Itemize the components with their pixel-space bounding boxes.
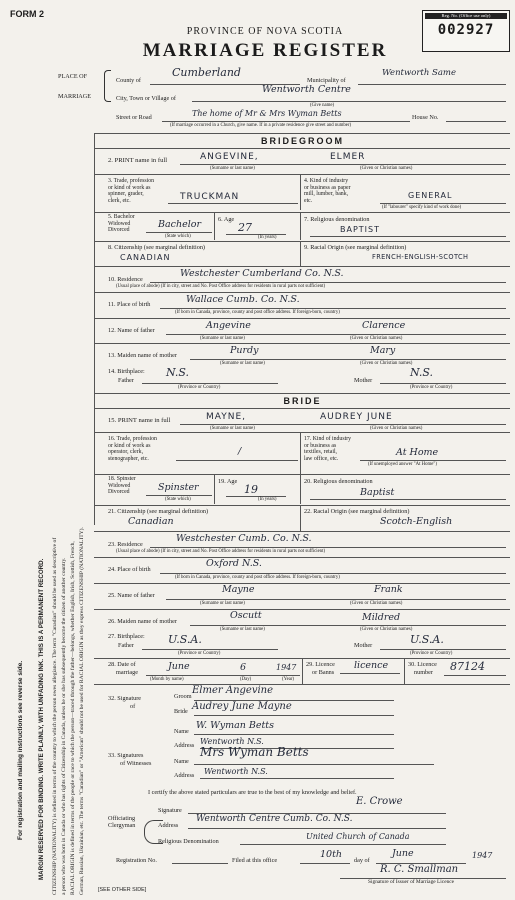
groom-bp-note-1: (Province or Country) xyxy=(178,385,221,390)
groom-status: Bachelor xyxy=(158,219,202,230)
bride-given-note: (Given or Christian names) xyxy=(370,426,423,431)
city-value: Wentworth Centre xyxy=(262,84,351,95)
sig-label: 32. Signature xyxy=(108,695,141,702)
mailing-notice: For registration and mailing instructions see reverse side. xyxy=(17,660,24,840)
bride-heading: BRIDE xyxy=(283,396,322,406)
bride-birthplace: Oxford N.S. xyxy=(206,558,262,569)
bride-citizenship-label: 21. Citizenship (see marginal definition) xyxy=(108,508,209,515)
bride-religion: Baptist xyxy=(360,487,395,498)
street-value: The home of Mr & Mrs Wyman Betts xyxy=(192,109,342,118)
bride-industry: At Home xyxy=(396,447,439,458)
wit2-name-label: Name xyxy=(174,758,189,765)
witness2-name: Mrs Wyman Betts xyxy=(200,745,309,759)
denomination-value: United Church of Canada xyxy=(306,832,410,841)
groom-given-note: (Given or Christian names) xyxy=(360,166,413,171)
bride-father-bp: U.S.A. xyxy=(168,633,202,646)
bride-birthplace-note: (If born in Canada, province, county and post office address. If foreign-born, country) xyxy=(175,575,340,580)
groom-father-given: Clarence xyxy=(362,320,406,331)
bride-residence: Westchester Cumb. Co. N.S. xyxy=(176,533,312,544)
street-label: Street or Road xyxy=(116,114,152,121)
reg-number-box xyxy=(422,10,510,52)
groom-age: 27 xyxy=(238,221,252,234)
groom-bp-mother-label: Mother xyxy=(354,377,373,384)
bride-trade-label: 16. Trade, profession or kind of work as operator, clerk, stenographer, etc. xyxy=(108,436,157,462)
bride-mother-given: Mildred xyxy=(362,612,401,623)
filed-label: Filed at this office xyxy=(232,857,278,864)
groom-age-note: (In years) xyxy=(258,235,277,240)
bride-age-note: (In years) xyxy=(258,497,277,502)
groom-father-surname: Angevine xyxy=(206,320,251,331)
municipality-value: Wentworth Same xyxy=(382,68,456,78)
bridegroom-heading: BRIDEGROOM xyxy=(261,136,344,146)
groom-citizenship: CANADIAN xyxy=(120,253,171,262)
bride-mother-g-note: (Given or Christian names) xyxy=(360,627,413,632)
bride-mother-bp: U.S.A. xyxy=(410,633,444,646)
groom-trade-label: 3. Trade, profession or kind of work as spinner, grader, clerk, etc. xyxy=(108,178,155,204)
reg-number: 002927 xyxy=(437,22,495,38)
citizenship-definition-1: CITIZENSHIP (NATIONALITY) is defined in terms of the country to which the person owes allegiance. The term "Canadian" should be used as descriptive of xyxy=(52,537,58,895)
bride-industry-label: 17. Kind of industry or business as textiles, retail, law office, etc. xyxy=(304,436,352,462)
bride-signature: Audrey June Mayne xyxy=(192,701,292,712)
bride-trade: / xyxy=(238,446,242,457)
bride-citizenship: Canadian xyxy=(128,516,174,527)
groom-birthplace: Wallace Cumb. Co. N.S. xyxy=(186,294,300,305)
bride-father-label: 25. Name of father xyxy=(108,592,155,599)
issuer-note: Signature of Issuer of Marriage Licence xyxy=(368,879,455,885)
reg-number-label: Reg. No. (Office use only) xyxy=(425,13,507,19)
groom-mother-bp: N.S. xyxy=(410,366,434,379)
see-other-side: [SEE OTHER SIDE] xyxy=(98,887,147,893)
bride-given: AUDREY JUNE xyxy=(320,412,393,422)
groom-religion: BAPTIST xyxy=(340,225,380,234)
groom-mother-label: 13. Maiden name of mother xyxy=(108,352,177,359)
city-label: City, Town or Village of xyxy=(116,95,176,102)
groom-residence: Westchester Cumberland Co. N.S. xyxy=(180,268,344,279)
bride-father-surname: Mayne xyxy=(222,584,255,595)
house-label: House No. xyxy=(412,114,439,121)
county-label: County of xyxy=(116,77,141,84)
clergy-sig-label: Signature xyxy=(158,807,182,814)
groom-trade: TRUCKMAN xyxy=(180,192,240,202)
bride-mother-surname: Oscutt xyxy=(230,610,262,621)
licence-no-label-2: number xyxy=(414,669,433,676)
wit1-addr-label: Address xyxy=(174,742,195,749)
bride-racial: Scotch-English xyxy=(380,516,453,527)
place-label-2: MARRIAGE xyxy=(58,93,92,100)
groom-sig-label: Groom xyxy=(174,693,192,700)
bride-bp-label: 27. Birthplace: xyxy=(108,633,145,640)
clergy-signature: E. Crowe xyxy=(356,796,403,807)
margin-notice: MARGIN RESERVED FOR BINDING. WRITE PLAINLY, WITH UNFADING INK. THIS IS A PERMANENT RECORD. xyxy=(38,558,45,880)
groom-mother-s-note: (Surname or last name) xyxy=(220,361,265,366)
year-note: (Year) xyxy=(282,677,295,682)
bride-bp-note-2: (Province or Country) xyxy=(410,651,453,656)
licence-label: 29. Licence xyxy=(306,661,335,668)
street-note: (If marriage occurred in a Church, give name. If in a private residence give street and number) xyxy=(170,123,352,128)
bride-mother-s-note: (Surname or last name) xyxy=(220,627,265,632)
groom-status-note: (State which) xyxy=(165,234,191,239)
groom-father-s-note: (Surname or last name) xyxy=(200,336,245,341)
date-label: 28. Date of xyxy=(108,661,136,668)
wit1-name-label: Name xyxy=(174,728,189,735)
licence-no-label: 30. Licence xyxy=(408,661,437,668)
witness1-address: Wentworth N.S. xyxy=(200,737,264,746)
bride-bp-note-1: (Province or Country) xyxy=(178,651,221,656)
witness2-address: Wentworth N.S. xyxy=(204,767,268,776)
bride-mother-label: 26. Maiden name of mother xyxy=(108,618,177,625)
bride-residence-note: (Usual place of abode) (If in city, street and No. Post Office address for residents in rural parts not sufficient) xyxy=(116,549,326,554)
certify-text: I certify the above stated particulars are true to the best of my knowledge and belief. xyxy=(148,789,357,796)
groom-residence-label: 10. Residence xyxy=(108,276,143,283)
groom-status-label: 5. Bachelor Widowed Divorced xyxy=(108,214,135,234)
bride-age-label: 19. Age xyxy=(218,478,238,485)
day-note: (Day) xyxy=(240,677,252,682)
bride-bp-father-label: Father xyxy=(118,642,134,649)
licence-number: 87124 xyxy=(450,660,485,673)
bride-father-given: Frank xyxy=(374,584,403,595)
form-label: FORM 2 xyxy=(10,9,45,19)
marriage-day: 6 xyxy=(240,662,247,673)
page-title: MARRIAGE REGISTER xyxy=(142,40,388,61)
day-of-label: day of xyxy=(354,857,370,864)
municipality-label: Municipality of xyxy=(307,77,346,84)
province-heading: PROVINCE OF NOVA SCOTIA xyxy=(186,26,344,37)
groom-industry-note: (If "labourer" specify kind of work done) xyxy=(382,205,462,210)
bride-industry-note: (If unemployed answer "At Home") xyxy=(368,462,437,467)
licence-label-2: or Banns xyxy=(312,669,335,676)
citizenship-definition-2: a person who was born in Canada or who has rights of Citizenship in Canada, unless he or she has subsequently become the citizen of another country. xyxy=(61,557,67,895)
clergy-address: Wentworth Centre Cumb. Co. N.S. xyxy=(196,814,353,824)
clergy-bracket xyxy=(144,820,163,844)
filed-year: 1947 xyxy=(472,851,493,860)
bride-father-s-note: (Surname or last name) xyxy=(200,601,245,606)
place-bracket xyxy=(104,70,111,102)
groom-father-bp: N.S. xyxy=(166,366,190,379)
groom-bp-note-2: (Province or Country) xyxy=(410,385,453,390)
licence-type: licence xyxy=(354,660,389,671)
witness1-name: W. Wyman Betts xyxy=(196,720,274,731)
bride-status: Spinster xyxy=(158,482,199,493)
groom-surname: ANGEVINE, xyxy=(200,152,259,162)
bride-sig-label: Bride xyxy=(174,708,188,715)
marriage-year: 1947 xyxy=(276,663,297,672)
bride-father-g-note: (Given or Christian names) xyxy=(350,601,403,606)
bride-surname-note: (Surname or last name) xyxy=(210,426,255,431)
groom-bp-label: 14. Birthplace: xyxy=(108,368,145,375)
witness-sig-label: 33. Signatures xyxy=(108,752,144,759)
groom-mother-g-note: (Given or Christian names) xyxy=(360,361,413,366)
groom-given: ELMER xyxy=(330,152,366,162)
groom-industry-label: 4. Kind of industry or business as paper mill, lumber, bank, etc. xyxy=(304,178,351,204)
bride-bp-mother-label: Mother xyxy=(354,642,373,649)
witness-of-label: of Witnesses xyxy=(120,760,152,767)
county-value: Cumberland xyxy=(172,66,241,79)
groom-father-g-note: (Given or Christian names) xyxy=(350,336,403,341)
denomination-label: Religious Denomination xyxy=(158,838,219,845)
groom-name-label: 2. PRINT name in full xyxy=(108,157,168,164)
racial-definition-2: German, Russian, Ukrainian, etc. The terms "Canadian" or "American" should not be used for RACIAL ORIGIN as they express CITIZENSHIP (NATIONALITY). xyxy=(79,527,85,895)
groom-father-label: 12. Name of father xyxy=(108,327,155,334)
groom-birthplace-label: 11. Place of birth xyxy=(108,301,151,308)
groom-industry: GENERAL xyxy=(408,191,453,200)
groom-citizenship-label: 8. Citizenship (see marginal definition) xyxy=(108,244,205,251)
date-label-2: marriage xyxy=(116,669,138,676)
bride-age: 19 xyxy=(244,483,258,496)
city-note: (Give name) xyxy=(310,103,335,108)
bride-birthplace-label: 24. Place of birth xyxy=(108,566,151,573)
filed-day: 10th xyxy=(320,849,343,860)
groom-birthplace-note: (If born in Canada, province, county and post office address. If foreign-born, country) xyxy=(175,310,340,315)
clergy-addr-label: Address xyxy=(158,822,179,829)
groom-religion-label: 7. Religious denomination xyxy=(304,216,370,223)
groom-surname-note: (Surname or last name) xyxy=(210,166,255,171)
groom-mother-given: Mary xyxy=(370,345,396,356)
groom-residence-note: (Usual place of abode) (If in city, street and No. Post Office address for residents in rural parts not sufficient) xyxy=(116,284,326,289)
groom-bp-father-label: Father xyxy=(118,377,134,384)
groom-signature: Elmer Angevine xyxy=(192,685,274,696)
racial-definition-1: RACIAL ORIGIN is defined in terms of the people or race to which the person—traced through the father—belongs, whether English, Irish, Scottish, French, xyxy=(70,541,76,895)
groom-racial: FRENCH-ENGLISH-SCOTCH xyxy=(372,253,469,261)
filed-month: June xyxy=(392,848,414,859)
issuer-signature: R. C. Smallman xyxy=(380,864,459,875)
bride-residence-label: 23. Residence xyxy=(108,541,143,548)
groom-age-label: 6. Age xyxy=(218,216,235,223)
bride-racial-label: 22. Racial Origin (see marginal definition) xyxy=(304,508,410,515)
groom-mother-surname: Purdy xyxy=(230,345,259,356)
bride-surname: MAYNE, xyxy=(206,412,247,422)
bride-status-note: (State which) xyxy=(165,497,191,502)
bride-status-label: 18. Spinster Widowed Divorced xyxy=(108,476,136,496)
wit2-addr-label: Address xyxy=(174,772,195,779)
bride-name-label: 15. PRINT name in full xyxy=(108,417,171,424)
officiating-label: Officiating Clergyman xyxy=(108,815,136,830)
registration-label: Registration No. xyxy=(116,857,157,864)
groom-racial-label: 9. Racial Origin (see marginal definition) xyxy=(304,244,407,251)
bride-religion-label: 20. Religious denomination xyxy=(304,478,373,485)
month-note: (Month by name) xyxy=(150,677,184,682)
sig-of-label: of xyxy=(130,703,136,710)
marriage-month: June xyxy=(168,661,190,672)
place-label-1: PLACE OF xyxy=(58,73,88,80)
